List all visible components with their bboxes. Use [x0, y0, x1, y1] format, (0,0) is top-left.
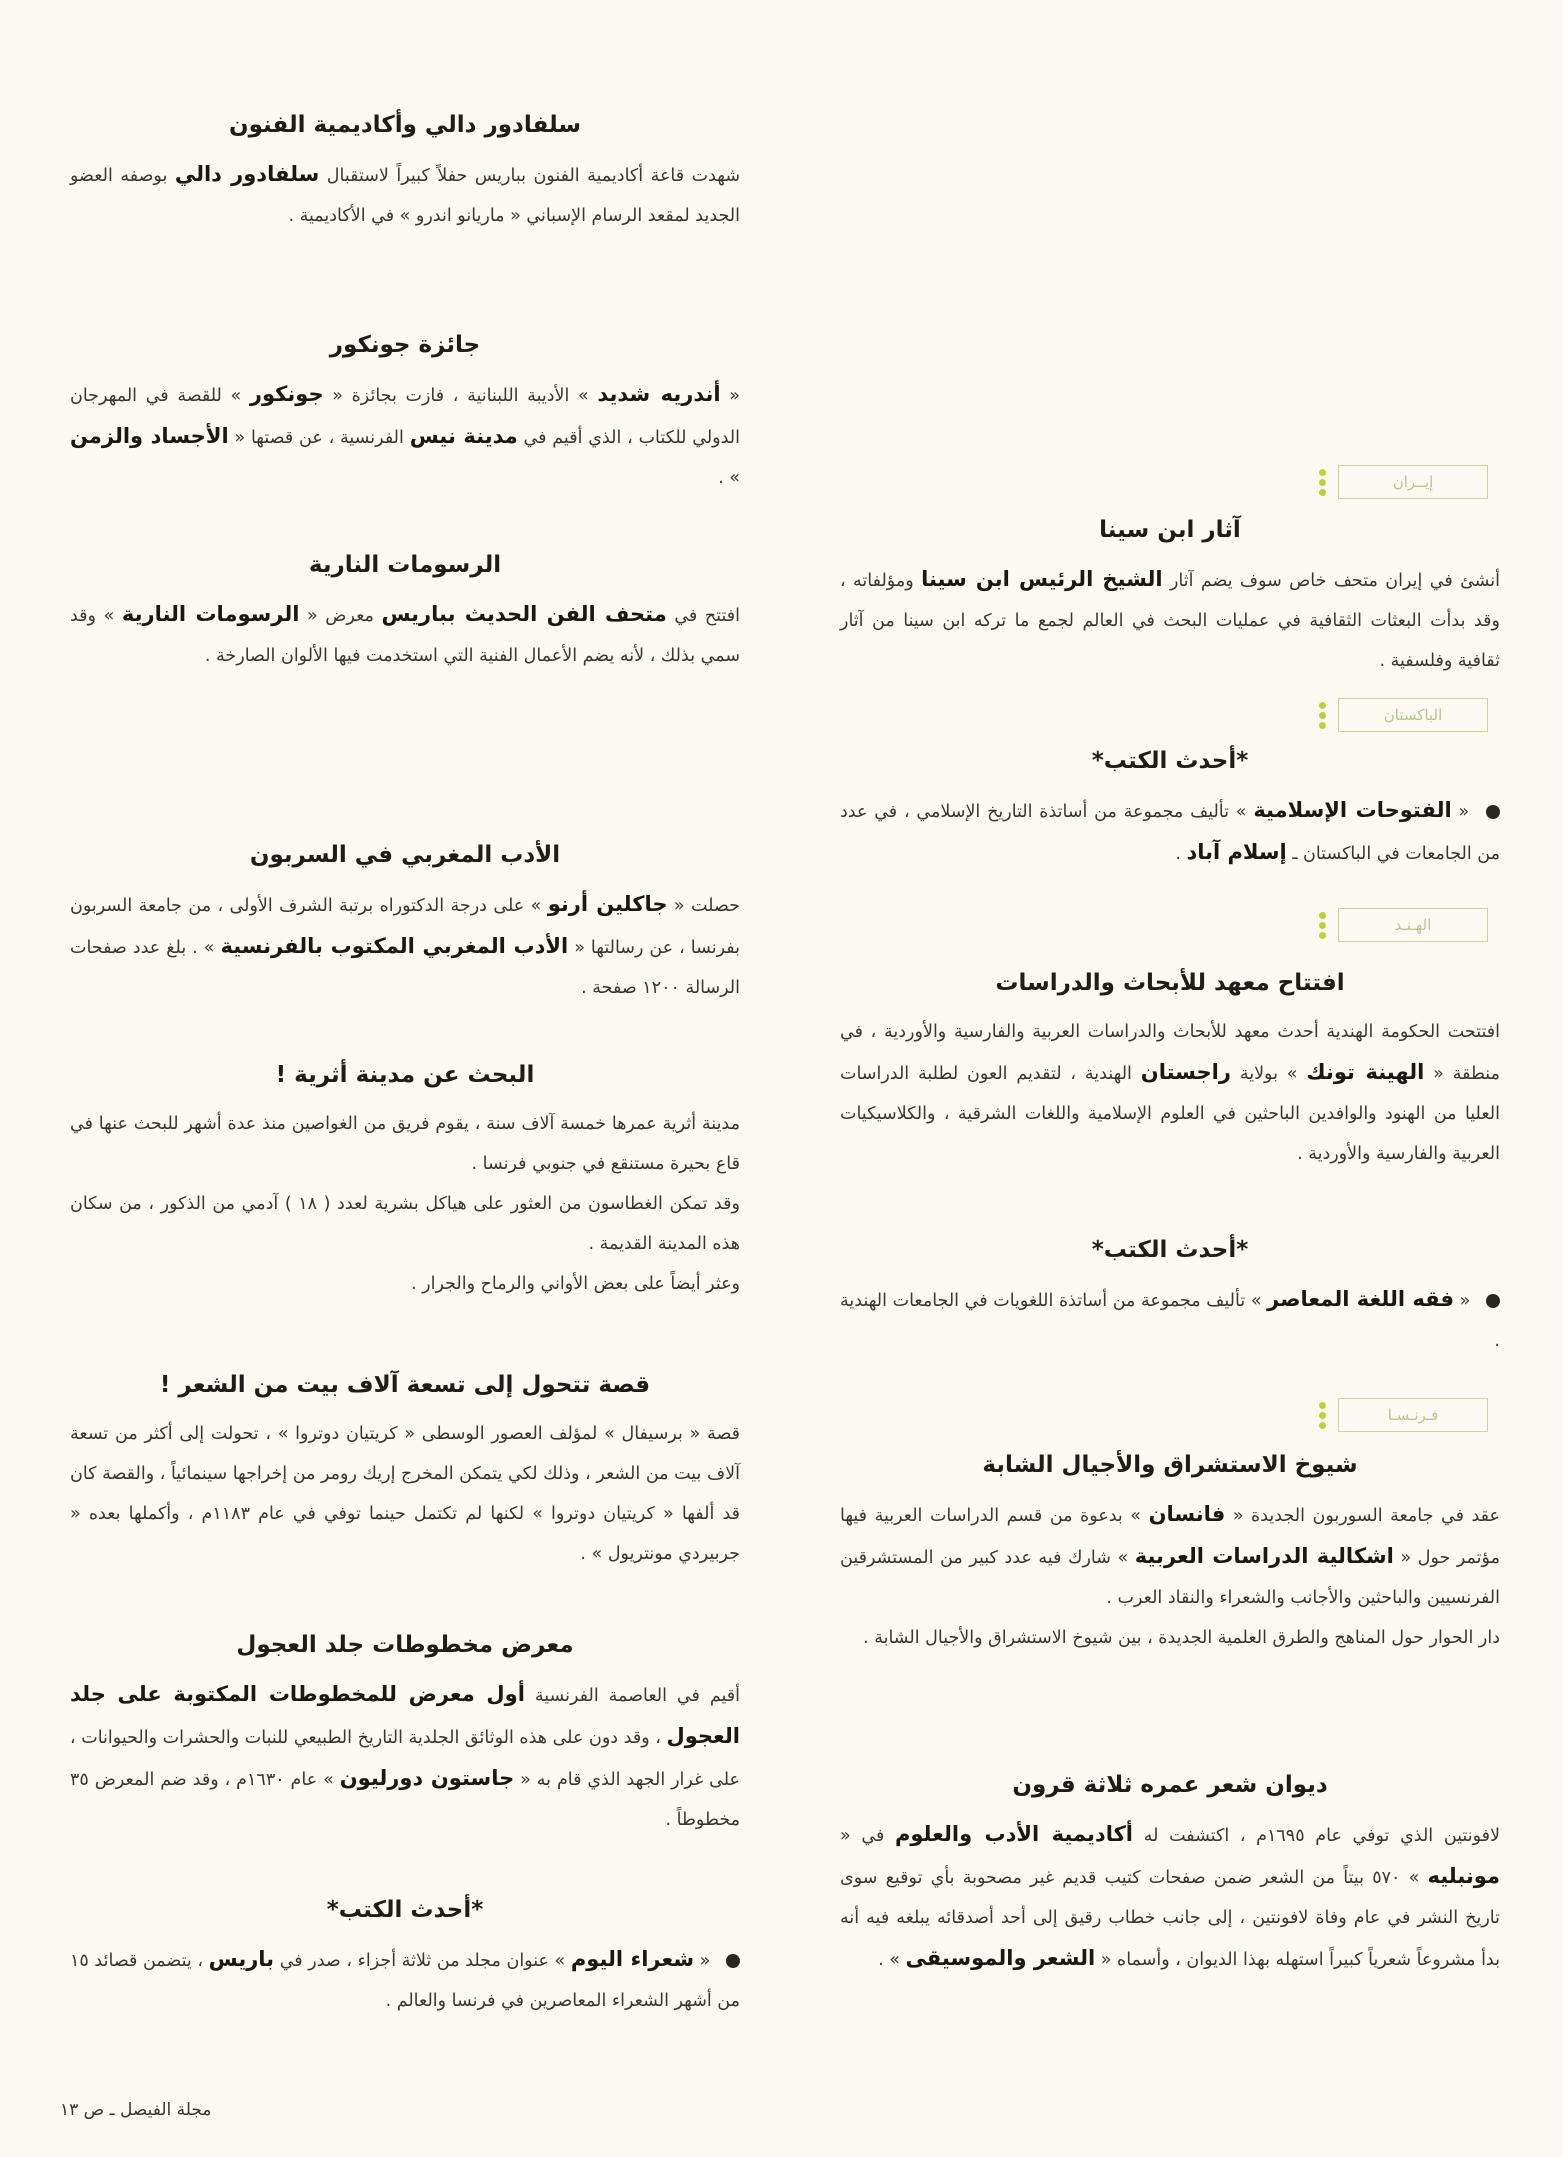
tag-dots-icon: [1316, 699, 1326, 732]
tag-dots-icon: [1316, 909, 1326, 942]
article-latest-books-pakistan: [840, 746, 1500, 874]
page-footer: مجلة الفيصل ـ ص ١٣: [60, 2100, 212, 2120]
article-orientalism: [840, 1450, 1500, 1658]
article-title: *أحدث الكتب*: [1091, 1237, 1249, 1263]
article-body: أقيم في العاصمة الفرنسية أول معرض للمخطوطات المكتوبة على جلد العجول ، وقد دون على هذه الوثائق الجلدية التاريخ الطبيعي للنبات والحشرات والحيوانات ، على غرار الجهد الذي قام به « جاستون دورليون » عام ١٦٣٠م ، وقد ضم المعرض ٣٥ مخطوطاً .: [70, 1682, 740, 1830]
article-dali: [70, 110, 740, 236]
article-title: شيوخ الاستشراق والأجيال الشابة: [982, 1452, 1358, 1478]
article-title: افتتاح معهد للأبحاث والدراسات: [995, 970, 1345, 996]
country-tag-iran: إيــران: [1338, 465, 1488, 499]
article-title: ديوان شعر عمره ثلاثة قرون: [1012, 1772, 1328, 1798]
article-title: *أحدث الكتب*: [1091, 748, 1249, 774]
article-avicenna: [840, 515, 1500, 681]
country-tag-pakistan: الباكستان: [1338, 698, 1488, 732]
article-body: لافونتين الذي توفي عام ١٦٩٥م ، اكتشفت له أكاديمية الأدب والعلوم في « مونبليه » ٥٧٠ بيتاً من الشعر ضمن صفحات كتيب قديم غير مصحوبة بأي توقيع سوى تاريخ النشر في عام وفاة لافونتين ، إلى جانب خطاب رقيق إلى أحد أصدقائه يبلغه فيه أنه بدأ مشروعاً شعرياً كبيراً استهله بهذا الديوان ، وأسماه « الشعر والموسيقى » .: [840, 1822, 1500, 1970]
article-body: وعثر أيضاً على بعض الأواني والرماح والجرار .: [411, 1274, 740, 1294]
bullet-icon: [726, 1954, 740, 1968]
article-calfskin-manuscripts: [70, 1630, 740, 1840]
article-title: آثار ابن سينا: [1099, 517, 1241, 543]
article-lafontaine-diwan: [840, 1770, 1500, 1980]
article-title: قصة تتحول إلى تسعة آلاف بيت من الشعر !: [159, 1372, 651, 1398]
article-maghreb-literature: [70, 840, 740, 1008]
article-body: « شعراء اليوم » عنوان مجلد من ثلاثة أجزاء ، صدر في باريس ، يتضمن قصائد ١٥ من أشهر الشعراء المعاصرين في فرنسا والعالم .: [70, 1947, 740, 2011]
article-title: الأدب المغربي في السربون: [249, 842, 561, 868]
article-body: شهدت قاعة أكاديمية الفنون بباريس حفلاً كبيراً لاستقبال سلفادور دالي بوصفه العضو الجديد لمقعد الرسام الإسباني « ماريانو اندرو » في الأكاديمية .: [70, 162, 740, 226]
article-body: دار الحوار حول المناهج والطرق العلمية الجديدة ، بين شيوخ الاستشراق والأجيال الشابة .: [863, 1628, 1500, 1648]
article-body: وقد تمكن الغطاسون من العثور على هياكل بشرية لعدد ( ١٨ ) آدمي من الذكور ، من سكان هذه المدينة القديمة .: [70, 1194, 740, 1254]
article-body: « أندريه شديد » الأديبة اللبنانية ، فازت بجائزة « جونكور » للقصة في المهرجان الدولي للكتاب ، الذي أقيم في مدينة نيس الفرنسية ، عن قصتها « الأجساد والزمن » .: [70, 382, 740, 488]
article-body: عقد في جامعة السوربون الجديدة « فانسان » بدعوة من قسم الدراسات العربية فيها مؤتمر حول « اشكالية الدراسات العربية » شارك فيه عدد كبير من المستشرقين الفرنسيين والباحثين والأجانب والشعراء والنقاد العرب .: [840, 1502, 1500, 1608]
article-body: « فقه اللغة المعاصر » تأليف مجموعة من أساتذة اللغويات في الجامعات الهندية .: [840, 1287, 1500, 1351]
article-body: افتتحت الحكومة الهندية أحدث معهد للأبحاث والدراسات العربية والفارسية والأوردية ، في منطقة « الهينة تونك » بولاية راجستان الهندية ، لتقديم العون لطلبة الدراسات العليا من الهنود والوافدين الباحثين في العلوم الإسلامية واللغات الشرقية ، والكلاسيكيات العربية والفارسية والأوردية .: [840, 1022, 1500, 1164]
article-body: قصة « برسيفال » لمؤلف العصور الوسطى « كريتيان دوتروا » ، تحولت إلى أكثر من تسعة آلاف بيت من الشعر ، وذلك لكي يتمكن المخرج إريك رومر من إخراجها سينمائياً ، والقصة كان قد ألفها « كريتيان دوتروا » لكنها لم تكتمل حينما توفي في عام ١١٨٣م ، وأكملها بعده « جربيردي مونتريول » .: [70, 1424, 740, 1564]
article-body: « الفتوحات الإسلامية » تأليف مجموعة من أساتذة التاريخ الإسلامي ، في عدد من الجامعات في الباكستان ـ إسلام آباد .: [840, 798, 1500, 864]
bullet-icon: [1486, 805, 1500, 819]
article-title: الرسومات النارية: [308, 552, 502, 578]
article-goncourt: [70, 330, 740, 498]
article-title: جائزة جونكور: [329, 332, 481, 358]
bullet-icon: [1486, 1294, 1500, 1308]
article-title: *أحدث الكتب*: [326, 1897, 484, 1923]
tag-dots-icon: [1316, 466, 1326, 499]
article-body: أنشئ في إيران متحف خاص سوف يضم آثار الشيخ الرئيس ابن سينا ومؤلفاته ، وقد بدأت البعثات الثقافية في عمليات البحث في العالم لجمع ما تركه ابن سينا من آثار ثقافية وفلسفية .: [840, 567, 1500, 671]
article-body: مدينة أثرية عمرها خمسة آلاف سنة ، يقوم فريق من الغواصين منذ عدة أشهر للبحث عنها في قاع بحيرة مستنقع في جنوبي فرنسا .: [70, 1114, 740, 1174]
article-nine-thousand-verses: [70, 1370, 740, 1574]
article-title: سلفادور دالي وأكاديمية الفنون: [228, 112, 582, 138]
article-title: البحث عن مدينة أثرية !: [275, 1062, 535, 1088]
country-tag-india: الهـنـد: [1338, 908, 1488, 942]
article-latest-books-india: [840, 1235, 1500, 1361]
article-research-institute: [840, 968, 1500, 1174]
article-ancient-city: [70, 1060, 740, 1304]
tag-dots-icon: [1316, 1399, 1326, 1432]
country-tag-france: فـرنـسـا: [1338, 1398, 1488, 1432]
article-latest-books-france: [70, 1895, 740, 2021]
article-title: معرض مخطوطات جلد العجول: [236, 1632, 574, 1658]
article-body: افتتح في متحف الفن الحديث بباريس معرض « الرسومات النارية » وقد سمي بذلك ، لأنه يضم الأعمال الفنية التي استخدمت فيها الألوان الصارخة .: [70, 602, 740, 666]
article-fire-paintings: [70, 550, 740, 676]
article-body: حصلت « جاكلين أرنو » على درجة الدكتوراه برتبة الشرف الأولى ، من جامعة السربون بفرنسا ، عن رسالتها « الأدب المغربي المكتوب بالفرنسية » . بلغ عدد صفحات الرسالة ١٢٠٠ صفحة .: [70, 892, 740, 998]
